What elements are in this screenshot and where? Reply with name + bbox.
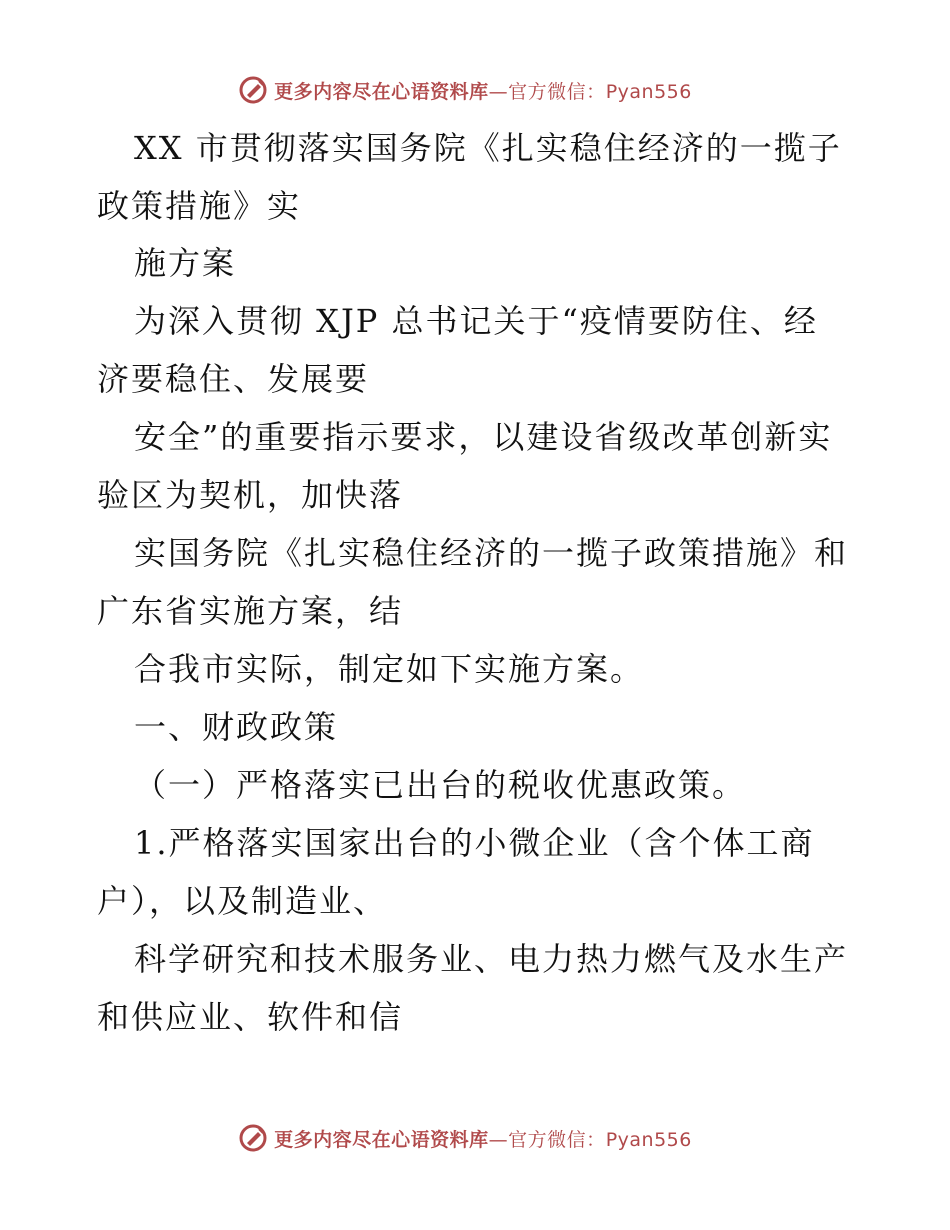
watermark-banner-bottom [0, 1118, 950, 1158]
doc-paragraph-line: 验区为契机，加快落 [97, 476, 404, 514]
watermark-wechat-id: Pyan556 [605, 1128, 692, 1151]
doc-title-line-3: 施方案 [134, 244, 237, 282]
brand-logo-icon [238, 1123, 268, 1153]
doc-paragraph-line: 为深入贯彻 XJP 总书记关于“疫情要防住、经 [134, 302, 818, 340]
doc-subsection-heading: （一）严格落实已出台的税收优惠政策。 [134, 766, 747, 804]
watermark-brand: 更多内容尽在心语资料库 [274, 80, 489, 103]
watermark-wechat-id: Pyan556 [605, 80, 692, 103]
watermark-separator: — [488, 80, 509, 103]
doc-paragraph-line: 实国务院《扎实稳住经济的一揽子政策措施》和 [134, 534, 849, 572]
watermark-wechat-label: 官方微信： [508, 1128, 606, 1151]
doc-section-heading: 一、财政政策 [134, 708, 339, 746]
doc-paragraph-line: 1.严格落实国家出台的小微企业（含个体工商 [134, 824, 815, 862]
doc-paragraph-line: 济要稳住、发展要 [97, 360, 370, 398]
doc-paragraph-line: 安全”的重要指示要求，以建设省级改革创新实 [134, 418, 833, 456]
doc-paragraph-line: 户），以及制造业、 [97, 882, 388, 920]
watermark-text [274, 1125, 692, 1152]
doc-paragraph-line: 广东省实施方案，结 [97, 592, 404, 630]
doc-paragraph-line: 科学研究和技术服务业、电力热力燃气及水生产 [134, 940, 849, 978]
doc-title-line-1: XX 市贯彻落实国务院《扎实稳住经济的一揽子 [134, 129, 842, 167]
doc-paragraph-line: 和供应业、软件和信 [97, 998, 404, 1036]
watermark-wechat-label: 官方微信： [508, 80, 606, 103]
doc-paragraph-line: 合我市实际，制定如下实施方案。 [134, 650, 645, 688]
doc-title-line-2: 政策措施》实 [97, 187, 302, 225]
watermark-separator: — [488, 1128, 509, 1151]
watermark-brand: 更多内容尽在心语资料库 [274, 1128, 489, 1151]
